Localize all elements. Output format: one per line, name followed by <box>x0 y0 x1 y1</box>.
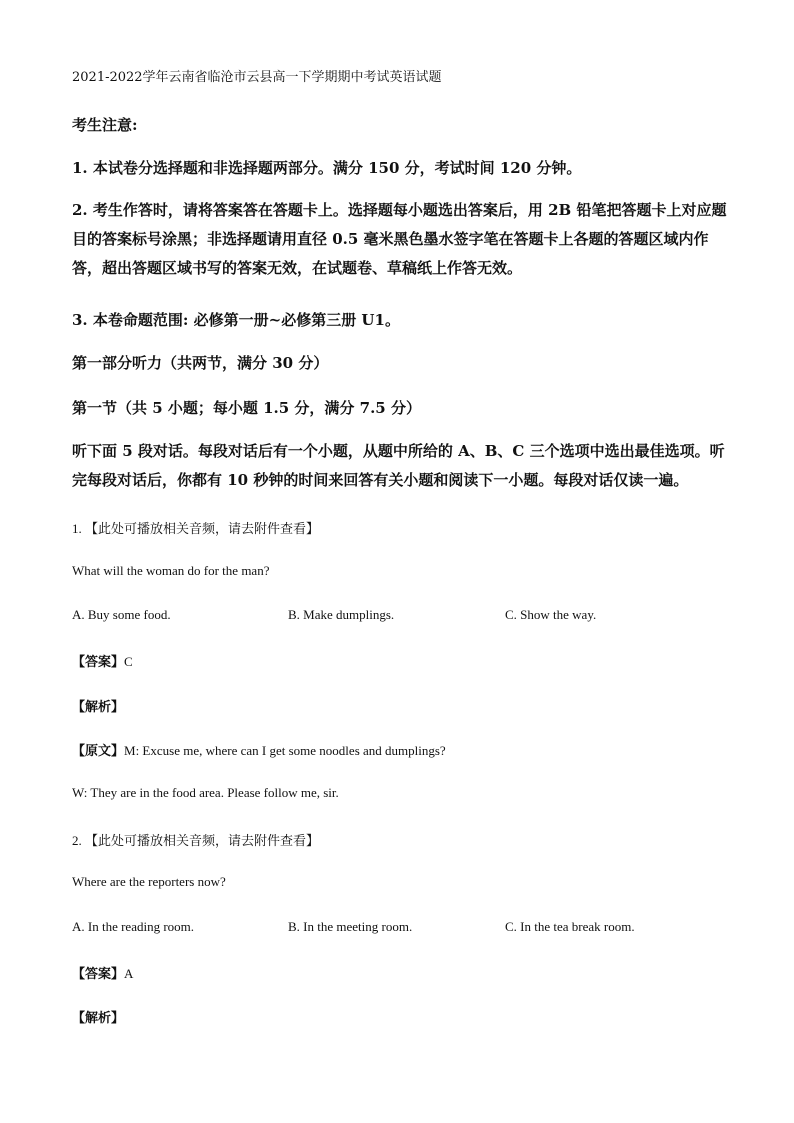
notice-item-3: 3. 本卷命题范围: 必修第一册~必修第三册 U1。 <box>72 311 400 329</box>
q2-analysis-tag: 【解析】 <box>72 1010 125 1025</box>
notice-item-2: 2. 考生作答时，请将答案答在答题卡上。选择题每小题选出答案后，用 2B 铅笔把答题卡上对应题目的答案标号涂黑；非选择题请用直径 0.5 毫米黑色墨水签字笔在答题卡上各题的答题区域内作答，超出答题区域书写的答案无效，在试题卷、草稿纸上作答无效。 <box>72 201 727 277</box>
notice-item-1: 1. 本试卷分选择题和非选择题两部分。满分 150 分，考试时间 120 分钟。 <box>72 159 582 177</box>
q1-question: What will the woman do for the man? <box>72 563 270 578</box>
listening-instructions: 听下面 5 段对话。每段对话后有一个小题，从题中所给的 A、B、C 三个选项中选出最佳选项。听完每段对话后，你都有 10 秒钟的时间来回答有关小题和阅读下一小题。每段对话仅读一遍。 <box>72 442 725 489</box>
q2-question: Where are the reporters now? <box>72 874 226 889</box>
q1-option-a: A. Buy some food. <box>72 607 171 622</box>
q2-option-c: C. In the tea break room. <box>505 919 635 934</box>
q1-option-b: B. Make dumplings. <box>288 607 395 622</box>
q1-answer-row <box>72 651 133 670</box>
q1-answer-value: C <box>124 654 133 669</box>
q1-analysis-tag: 【解析】 <box>72 699 125 714</box>
section1-heading: 第一节（共 5 小题；每小题 1.5 分，满分 7.5 分） <box>72 399 421 417</box>
q1-audio-label[interactable]: 1. 【此处可播放相关音频，请去附件查看】 <box>72 521 320 536</box>
q2-option-a: A. In the reading room. <box>72 919 195 934</box>
answer-tag: 【答案】 <box>72 654 125 669</box>
q1-option-c: C. Show the way. <box>505 607 597 622</box>
q2-answer-row <box>72 963 133 982</box>
original-tag: 【原文】 <box>72 743 125 758</box>
q1-original-line-2: W: They are in the food area. Please follow me, sir. <box>72 785 339 800</box>
q2-option-b: B. In the meeting room. <box>288 919 413 934</box>
document-title: 2021-2022学年云南省临沧市云县高一下学期期中考试英语试题 <box>72 70 442 85</box>
q2-audio-label[interactable]: 2. 【此处可播放相关音频，请去附件查看】 <box>72 833 320 848</box>
notice-heading: 考生注意: <box>72 116 138 134</box>
q1-original-line-1: M: Excuse me, where can I get some noodles and dumplings? <box>124 743 446 758</box>
q2-answer-value: A <box>124 966 134 981</box>
answer-tag: 【答案】 <box>72 966 125 981</box>
part1-heading: 第一部分听力（共两节，满分 30 分） <box>72 354 329 372</box>
q1-original-row <box>72 740 446 759</box>
